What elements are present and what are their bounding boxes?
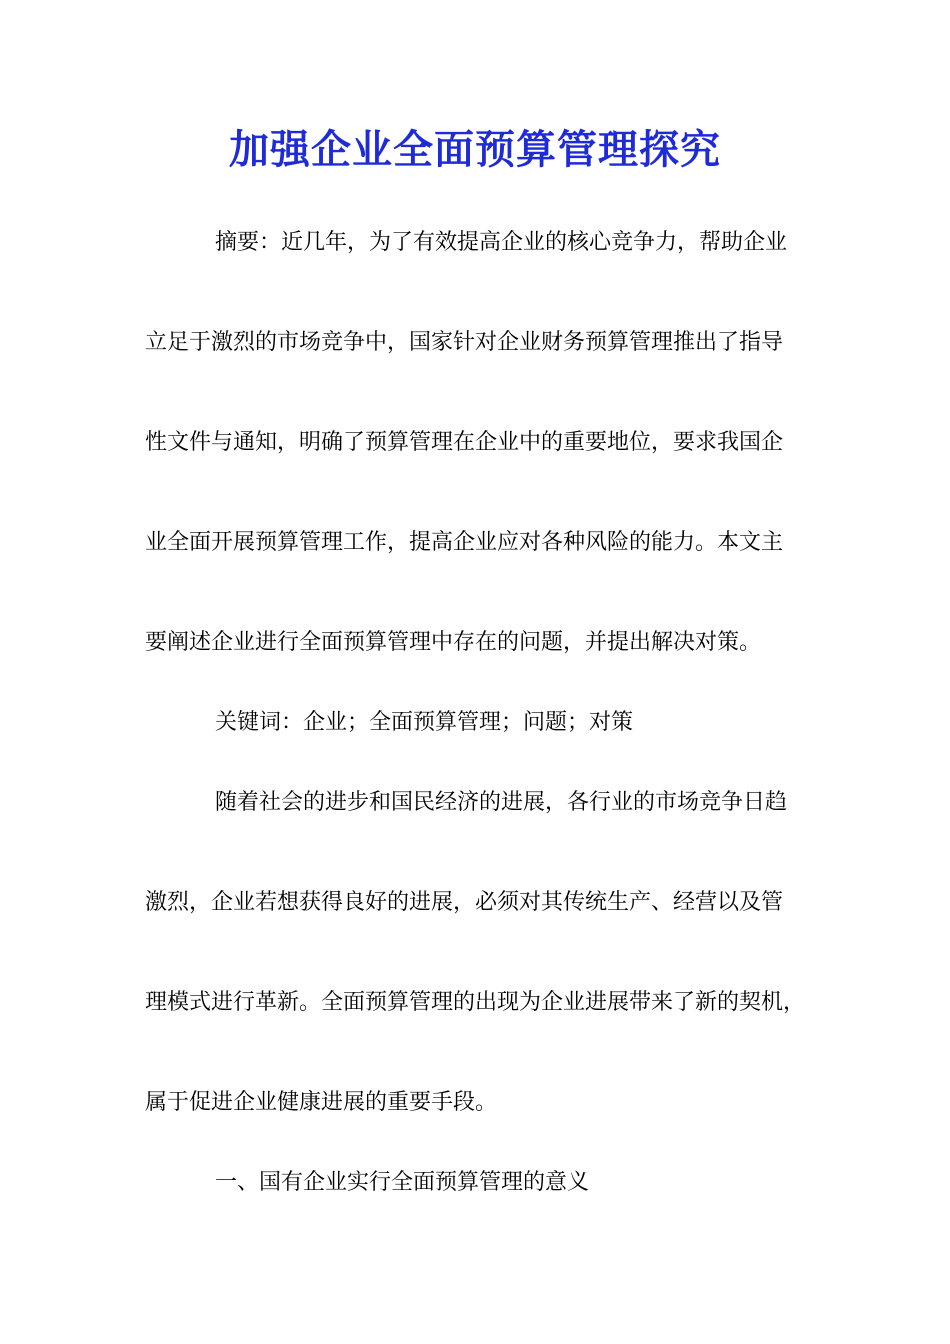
section-heading: 一、国有企业实行全面预算管理的意义 [215, 1170, 590, 1195]
intro-line: 属于促进企业健康进展的重要手段。 [145, 1090, 498, 1115]
abstract-line: 业全面开展预算管理工作，提高企业应对各种风险的能力。本文主 [145, 530, 784, 555]
abstract-line: 性文件与通知，明确了预算管理在企业中的重要地位，要求我国企 [145, 430, 784, 455]
document-title: 加强企业全面预算管理探究 [229, 126, 721, 173]
abstract-line: 要阐述企业进行全面预算管理中存在的问题，并提出解决对策。 [145, 630, 762, 655]
intro-line: 随着社会的进步和国民经济的进展，各行业的市场竞争日趋 [215, 790, 788, 815]
intro-line: 激烈，企业若想获得良好的进展，必须对其传统生产、经营以及管 [145, 890, 784, 915]
abstract-line: 立足于激烈的市场竞争中，国家针对企业财务预算管理推出了指导 [145, 330, 784, 355]
abstract-line: 摘要：近几年，为了有效提高企业的核心竞争力，帮助企业 [215, 230, 788, 255]
intro-line: 理模式进行革新。全面预算管理的出现为企业进展带来了新的契机， [145, 990, 806, 1015]
keywords-line: 关键词：企业；全面预算管理；问题；对策 [215, 710, 634, 735]
